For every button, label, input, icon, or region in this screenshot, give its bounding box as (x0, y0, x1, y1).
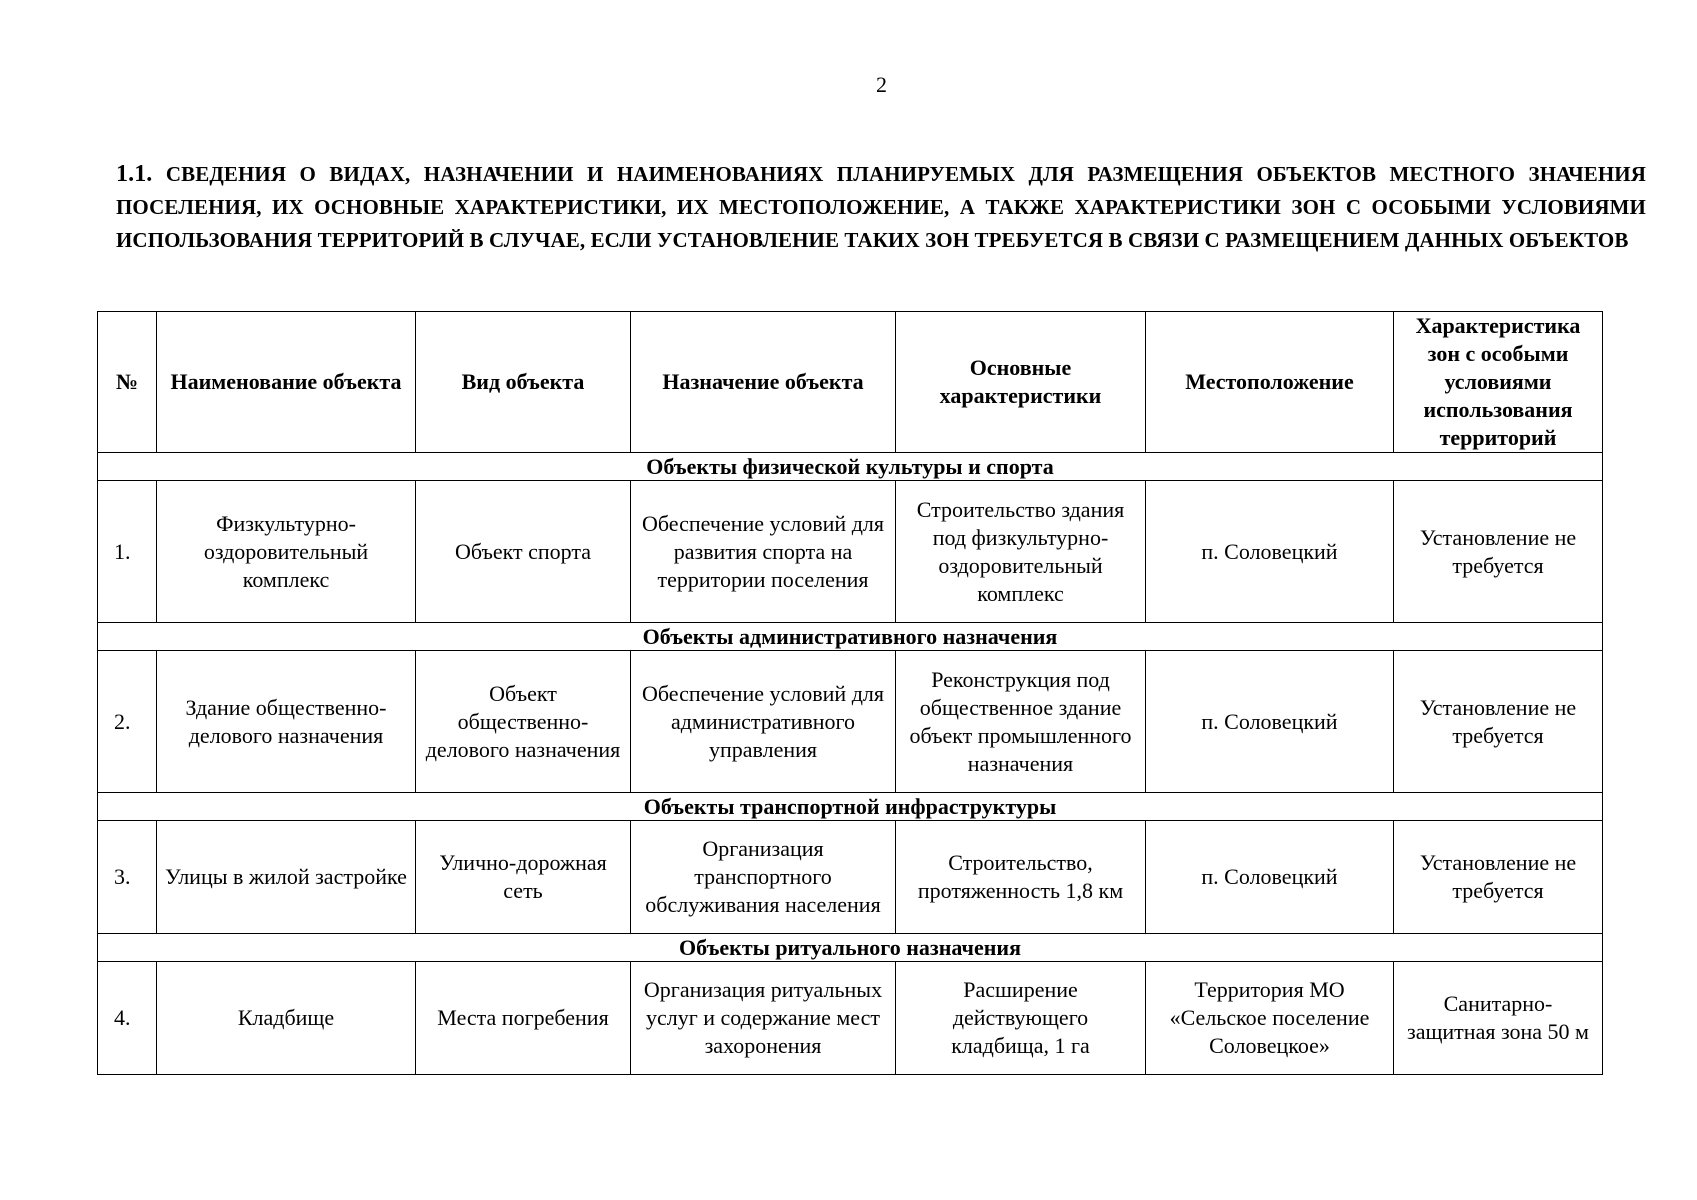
cell-number: 2. (98, 651, 157, 793)
group-row-transport (98, 793, 1603, 821)
cell-zones: Установление не требуется (1394, 481, 1603, 623)
column-header-type: Вид объекта (416, 312, 631, 453)
objects-table (97, 311, 1603, 1075)
cell-purpose: Организация ритуальных услуг и содержание мест захоронения (631, 962, 896, 1075)
cell-purpose: Организация транспортного обслуживания населения (631, 821, 896, 934)
table-header-row (98, 312, 1603, 453)
column-header-location: Местоположение (1146, 312, 1394, 453)
group-title: Объекты административного назначения (98, 623, 1603, 651)
group-row-ritual (98, 934, 1603, 962)
column-header-purpose: Назначение объекта (631, 312, 896, 453)
group-title: Объекты транспортной инфраструктуры (98, 793, 1603, 821)
cell-zones: Установление не требуется (1394, 651, 1603, 793)
cell-location: п. Соловецкий (1146, 821, 1394, 934)
cell-number: 1. (98, 481, 157, 623)
cell-number: 3. (98, 821, 157, 934)
cell-name: Улицы в жилой застройке (157, 821, 416, 934)
section-title-text: СВЕДЕНИЯ О ВИДАХ, НАЗНАЧЕНИИ И НАИМЕНОВАНИЯХ ПЛАНИРУЕМЫХ ДЛЯ РАЗМЕЩЕНИЯ ОБЪЕКТОВ МЕСТНОГО ЗНАЧЕНИЯ ПОСЕЛЕНИЯ, ИХ ОСНОВНЫЕ ХАРАКТЕРИСТИКИ, ИХ МЕСТОПОЛОЖЕНИЕ, А ТАКЖЕ ХАРАКТЕРИСТИКИ ЗОН С ОСОБЫМИ УСЛОВИЯМИ ИСПОЛЬЗОВАНИЯ ТЕРРИТОРИЙ В СЛУЧАЕ, ЕСЛИ УСТАНОВЛЕНИЕ ТАКИХ ЗОН ТРЕБУЕТСЯ В СВЯЗИ С РАЗМЕЩЕНИЕМ ДАННЫХ ОБЪЕКТОВ (116, 162, 1646, 252)
column-header-characteristics: Основные характеристики (896, 312, 1146, 453)
cell-location: п. Соловецкий (1146, 481, 1394, 623)
table-row (98, 821, 1603, 934)
section-number: 1.1. (116, 161, 153, 187)
group-title: Объекты ритуального назначения (98, 934, 1603, 962)
cell-location: Территория МО «Сельское поселение Соловецкое» (1146, 962, 1394, 1075)
column-header-name: Наименование объекта (157, 312, 416, 453)
cell-type: Улично-дорожная сеть (416, 821, 631, 934)
cell-zones: Санитарно-защитная зона 50 м (1394, 962, 1603, 1075)
cell-zones: Установление не требуется (1394, 821, 1603, 934)
cell-type: Места погребения (416, 962, 631, 1075)
group-row-sport (98, 453, 1603, 481)
cell-purpose: Обеспечение условий для административного управления (631, 651, 896, 793)
cell-name: Здание общественно-делового назначения (157, 651, 416, 793)
cell-type: Объект спорта (416, 481, 631, 623)
table-row (98, 962, 1603, 1075)
table-row (98, 481, 1603, 623)
cell-characteristics: Строительство, протяженность 1,8 км (896, 821, 1146, 934)
section-title (116, 158, 1646, 257)
table-row (98, 651, 1603, 793)
cell-characteristics: Реконструкция под общественное здание объект промышленного назначения (896, 651, 1146, 793)
cell-characteristics: Расширение действующего кладбища, 1 га (896, 962, 1146, 1075)
group-row-administrative (98, 623, 1603, 651)
column-header-zones: Характеристика зон с особыми условиями использования территорий (1394, 312, 1603, 453)
cell-characteristics: Строительство здания под физкультурно-оздоровительный комплекс (896, 481, 1146, 623)
group-title: Объекты физической культуры и спорта (98, 453, 1603, 481)
cell-type: Объект общественно-делового назначения (416, 651, 631, 793)
cell-name: Кладбище (157, 962, 416, 1075)
cell-purpose: Обеспечение условий для развития спорта на территории поселения (631, 481, 896, 623)
page-number: 2 (876, 72, 887, 97)
cell-number: 4. (98, 962, 157, 1075)
cell-name: Физкультурно-оздоровительный комплекс (157, 481, 416, 623)
cell-location: п. Соловецкий (1146, 651, 1394, 793)
column-header-number: № (98, 312, 157, 453)
